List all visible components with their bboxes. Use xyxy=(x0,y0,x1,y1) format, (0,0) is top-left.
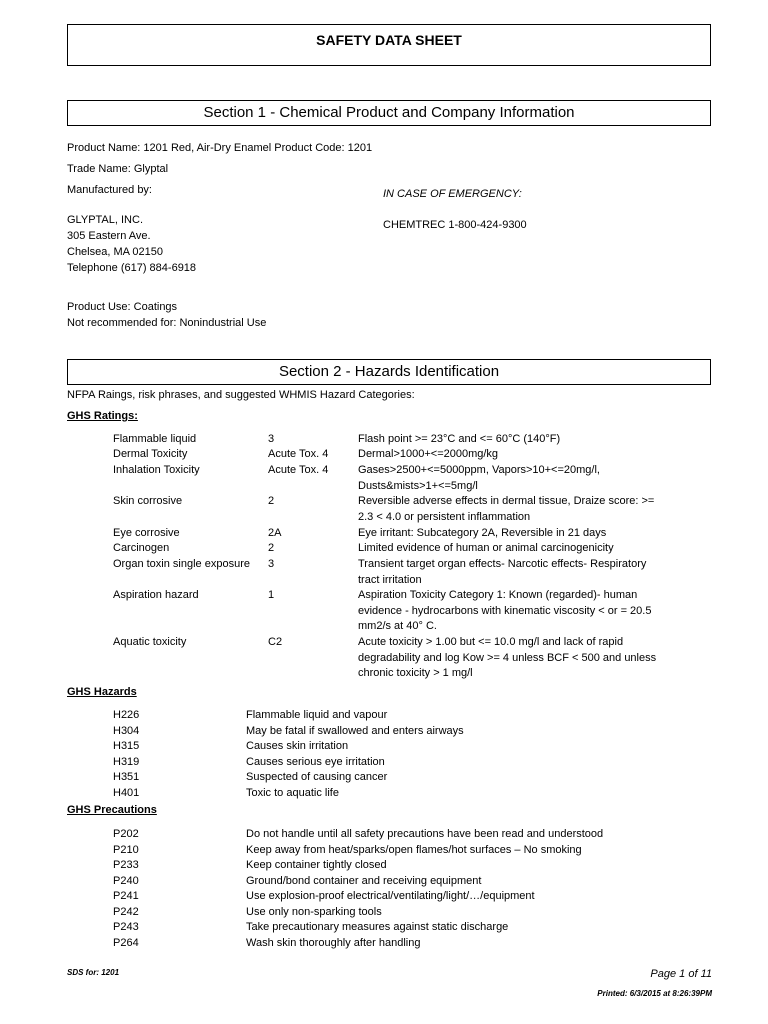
rating-name: Aspiration hazard xyxy=(113,589,199,601)
precaution-code: P210 xyxy=(113,844,139,856)
precaution-text: Use explosion-proof electrical/ventilating/light/…/equipment xyxy=(246,890,535,902)
rating-name: Dermal Toxicity xyxy=(113,448,188,460)
address-city: Chelsea, MA 02150 xyxy=(67,246,164,258)
hazard-text: May be fatal if swallowed and enters airways xyxy=(246,725,464,737)
hazard-text: Causes skin irritation xyxy=(246,740,349,752)
rating-description: Transient target organ effects- Narcotic effects- Respiratory tract irritation xyxy=(358,558,647,586)
hazard-code: H401 xyxy=(113,787,140,799)
emergency-phone: CHEMTREC 1-800-424-9300 xyxy=(383,219,527,231)
rating-description: Gases>2500+<=5000ppm, Vapors>10+<=20mg/l, Dusts&mists>1+<=5mg/l xyxy=(358,464,600,492)
rating-name: Eye corrosive xyxy=(113,527,180,539)
precaution-text: Keep away from heat/sparks/open flames/hot surfaces – No smoking xyxy=(246,844,582,856)
footer-page-number: Page 1 of 11 xyxy=(650,968,712,980)
precaution-code: P240 xyxy=(113,875,139,887)
rating-category: Acute Tox. 4 xyxy=(268,448,329,460)
address-telephone: Telephone (617) 884-6918 xyxy=(67,262,197,274)
manufactured-by-label: Manufactured by: xyxy=(67,184,152,196)
section-1-heading: Section 1 - Chemical Product and Company Information xyxy=(67,100,711,126)
hazard-code: H319 xyxy=(113,756,140,768)
hazard-text: Toxic to aquatic life xyxy=(246,787,339,799)
precaution-code: P241 xyxy=(113,890,139,902)
rating-category: Acute Tox. 4 xyxy=(268,464,329,476)
emergency-label: IN CASE OF EMERGENCY: xyxy=(383,188,522,200)
hazard-text: Flammable liquid and vapour xyxy=(246,709,388,721)
rating-name: Carcinogen xyxy=(113,542,170,554)
rating-category: 2 xyxy=(268,495,275,507)
trade-name: Trade Name: Glyptal xyxy=(67,163,169,175)
precaution-code: P202 xyxy=(113,828,139,840)
rating-category: 3 xyxy=(268,433,275,445)
rating-name: Inhalation Toxicity xyxy=(113,464,200,476)
hazard-code: H315 xyxy=(113,740,140,752)
precaution-text: Keep container tightly closed xyxy=(246,859,387,871)
rating-description: Reversible adverse effects in dermal tissue, Draize score: >= 2.3 < 4.0 or persistent inflammation xyxy=(358,495,655,523)
not-recommended: Not recommended for: Nonindustrial Use xyxy=(67,317,267,329)
hazard-text: Suspected of causing cancer xyxy=(246,771,388,783)
product-use: Product Use: Coatings xyxy=(67,301,178,313)
address-street: 305 Eastern Ave. xyxy=(67,230,151,242)
rating-description: Eye irritant: Subcategory 2A, Reversible in 21 days xyxy=(358,527,607,539)
ghs-ratings-heading: GHS Ratings: xyxy=(67,410,138,422)
precaution-code: P264 xyxy=(113,937,139,949)
precaution-text: Use only non-sparking tools xyxy=(246,906,382,918)
rating-description: Acute toxicity > 1.00 but <= 10.0 mg/l and lack of rapid degradability and log Kow >= 4 unless BCF < 500 and unless chronic toxicity > 1 mg/l xyxy=(358,636,657,679)
hazard-code: H351 xyxy=(113,771,140,783)
precaution-code: P242 xyxy=(113,906,139,918)
hazard-code: H226 xyxy=(113,709,140,721)
precaution-text: Wash skin thoroughly after handling xyxy=(246,937,421,949)
product-line: Product Name: 1201 Red, Air-Dry Enamel Product Code: 1201 xyxy=(67,142,373,154)
ghs-hazards-heading: GHS Hazards xyxy=(67,686,137,698)
rating-name: Aquatic toxicity xyxy=(113,636,187,648)
rating-description: Dermal>1000+<=2000mg/kg xyxy=(358,448,499,460)
hazard-text: Causes serious eye irritation xyxy=(246,756,385,768)
rating-description: Aspiration Toxicity Category 1: Known (regarded)- human evidence - hydrocarbons with kinematic viscosity < or = 20.5 mm2/s at 40° C. xyxy=(358,589,652,632)
rating-description: Limited evidence of human or animal carcinogenicity xyxy=(358,542,614,554)
rating-category: 3 xyxy=(268,558,275,570)
footer-sds-for: SDS for: 1201 xyxy=(67,968,120,977)
rating-category: 1 xyxy=(268,589,275,601)
precaution-text: Ground/bond container and receiving equipment xyxy=(246,875,482,887)
hazard-code: H304 xyxy=(113,725,140,737)
precaution-text: Take precautionary measures against static discharge xyxy=(246,921,509,933)
section-2-heading: Section 2 - Hazards Identification xyxy=(67,359,711,385)
nfpa-intro: NFPA Raings, risk phrases, and suggested WHMIS Hazard Categories: xyxy=(67,389,415,401)
document-title: SAFETY DATA SHEET xyxy=(67,24,711,66)
rating-category: 2A xyxy=(268,527,282,539)
rating-category: C2 xyxy=(268,636,283,648)
footer-printed: Printed: 6/3/2015 at 8:26:39PM xyxy=(597,989,712,998)
rating-name: Skin corrosive xyxy=(113,495,183,507)
precaution-code: P233 xyxy=(113,859,139,871)
rating-name: Flammable liquid xyxy=(113,433,197,445)
address-company: GLYPTAL, INC. xyxy=(67,214,144,226)
ghs-precautions-heading: GHS Precautions xyxy=(67,804,157,816)
rating-name: Organ toxin single exposure xyxy=(113,558,250,570)
precaution-text: Do not handle until all safety precautions have been read and understood xyxy=(246,828,604,840)
rating-description: Flash point >= 23°C and <= 60°C (140°F) xyxy=(358,433,561,445)
precaution-code: P243 xyxy=(113,921,139,933)
rating-category: 2 xyxy=(268,542,275,554)
